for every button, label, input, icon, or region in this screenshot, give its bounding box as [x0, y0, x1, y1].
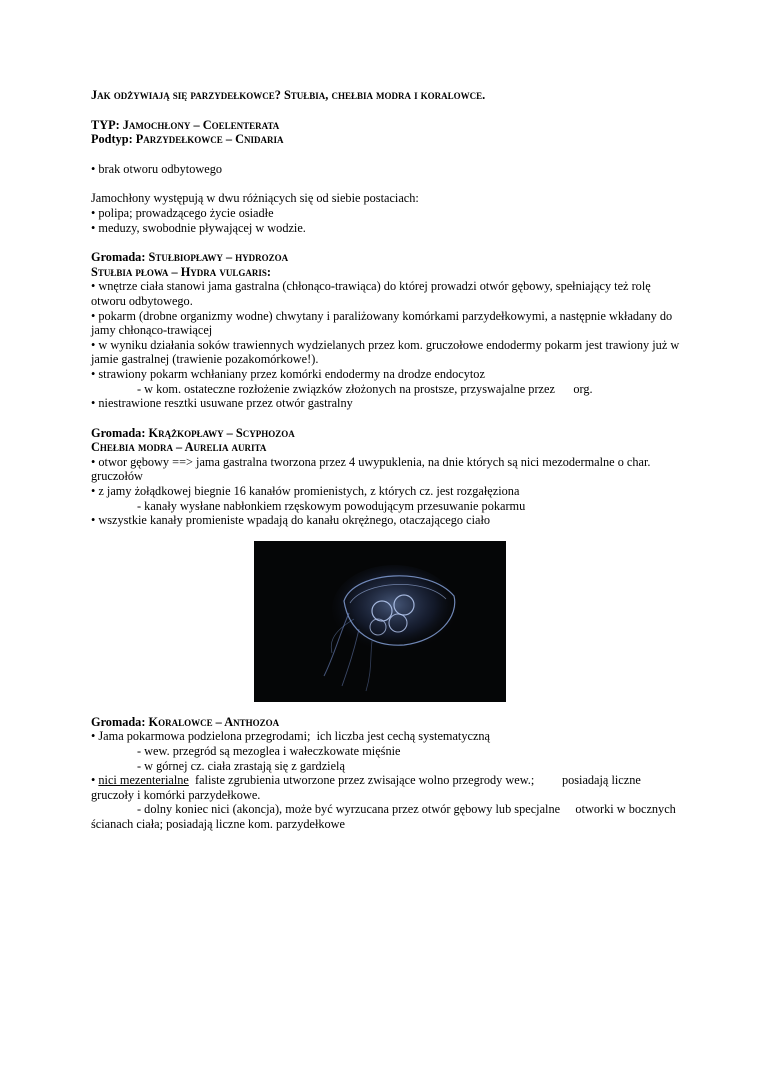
- document-page: [91, 88, 681, 832]
- bullet: •: [91, 773, 99, 788]
- list-item: • niestrawione resztki usuwane przez otwór gastralny: [91, 396, 353, 411]
- last-line-text: - dolny koniec nici (akoncja), może być wyrzucana przez otwór gębowy lub specjalne otworki w bocznych ścianach ciała; posiadają liczne kom. parzydełkowe: [91, 802, 679, 831]
- list-item-indented: - w kom. ostateczne rozłożenie związków złożonych na prostsze, przyswajalne przez org.: [137, 381, 593, 396]
- group-name: Krążkopławy – Scyphozoa: [148, 425, 295, 440]
- typ-label: TYP:: [91, 117, 120, 132]
- list-item-indented: - kanały wysłane nabłonkiem rzęskowym powodującym przesuwanie pokarmu: [137, 498, 526, 513]
- podtyp-label: Podtyp:: [91, 132, 133, 147]
- nici-item: [91, 773, 681, 802]
- list-item: • wszystkie kanały promieniste wpadają do kanału okrężnego, otaczającego ciało: [91, 513, 491, 528]
- jellyfish-icon: [254, 541, 506, 702]
- typ-line: [91, 118, 681, 133]
- group-name: Koralowce – Anthozoa: [148, 714, 280, 729]
- podtyp-line: [91, 132, 681, 147]
- hydrozoa-heading: [91, 250, 681, 265]
- nici-rest: faliste zgrubienia utworzone przez zwisające wolno przegrody wew.; posiadają liczne gruczoły i komórki parzydełkowe.: [91, 773, 644, 802]
- list-item: • z jamy żołądkowej biegnie 16 kanałów promienistych, z których cz. jest rozgałęziona: [91, 484, 520, 499]
- list-item: • polipa; prowadzącego życie osiadłe: [91, 205, 274, 220]
- list-item: • wnętrze ciała stanowi jama gastralna (chłonąco-trawiąca) do której prowadzi otwór gębowy, spełniający też rolę otworu odbytowego.: [91, 279, 651, 308]
- list-item-indented: [91, 802, 681, 831]
- list-item-indented: - w górnej cz. ciała zrastają się z gardzielą: [137, 758, 345, 773]
- group-name: Stułbiopławy – hydrozoa: [148, 250, 289, 265]
- document-title: Jak odżywiają się parzydełkowce? Stułbia, chełbia modra i koralowce.: [91, 88, 486, 102]
- species-heading: Stułbia płowa – Hydra vulgaris:: [91, 264, 271, 279]
- anthozoa-heading: [91, 715, 681, 730]
- podtyp-value: Parzydełkowce – Cnidaria: [135, 132, 284, 147]
- typ-value: Jamochłony – Coelenterata: [122, 117, 280, 132]
- species-heading: Chełbia modra – Aurelia aurita: [91, 440, 267, 455]
- group-label: Gromada:: [91, 250, 146, 265]
- forms-lead: Jamochłony występują w dwu różniących się od siebie postaciach:: [91, 191, 419, 206]
- jellyfish-photo: [254, 541, 506, 702]
- list-item: • pokarm (drobne organizmy wodne) chwytany i paraliżowany komórkami parzydełkowymi, a następnie wkładany do jamy chłonąco-trawiącej: [91, 308, 673, 338]
- intro-bullet: • brak otworu odbytowego: [91, 161, 223, 176]
- list-item: • w wyniku działania soków trawiennych wydzielanych przez kom. gruczołowe endodermy pokarm jest trawiony już w jamie gastralnej (trawienie pozakomórkowe!).: [91, 337, 680, 367]
- list-item: • otwor gębowy ==> jama gastralna tworzona przez 4 uwypuklenia, na dnie których są nici mezodermalne o char. gruczołów: [91, 454, 651, 484]
- group-label: Gromada:: [91, 714, 146, 729]
- scyphozoa-heading: [91, 426, 681, 441]
- list-item-indented: - wew. przegród są mezoglea i wałeczkowate mięśnie: [137, 744, 401, 759]
- list-item: • strawiony pokarm wchłaniany przez komórki endodermy na drodze endocytoz: [91, 366, 485, 381]
- list-item: • meduzy, swobodnie pływającej w wodzie.: [91, 220, 306, 235]
- list-item: • Jama pokarmowa podzielona przegrodami; ich liczba jest cechą systematyczną: [91, 729, 491, 744]
- nici-term: nici mezenterialne: [98, 773, 189, 788]
- group-label: Gromada:: [91, 425, 146, 440]
